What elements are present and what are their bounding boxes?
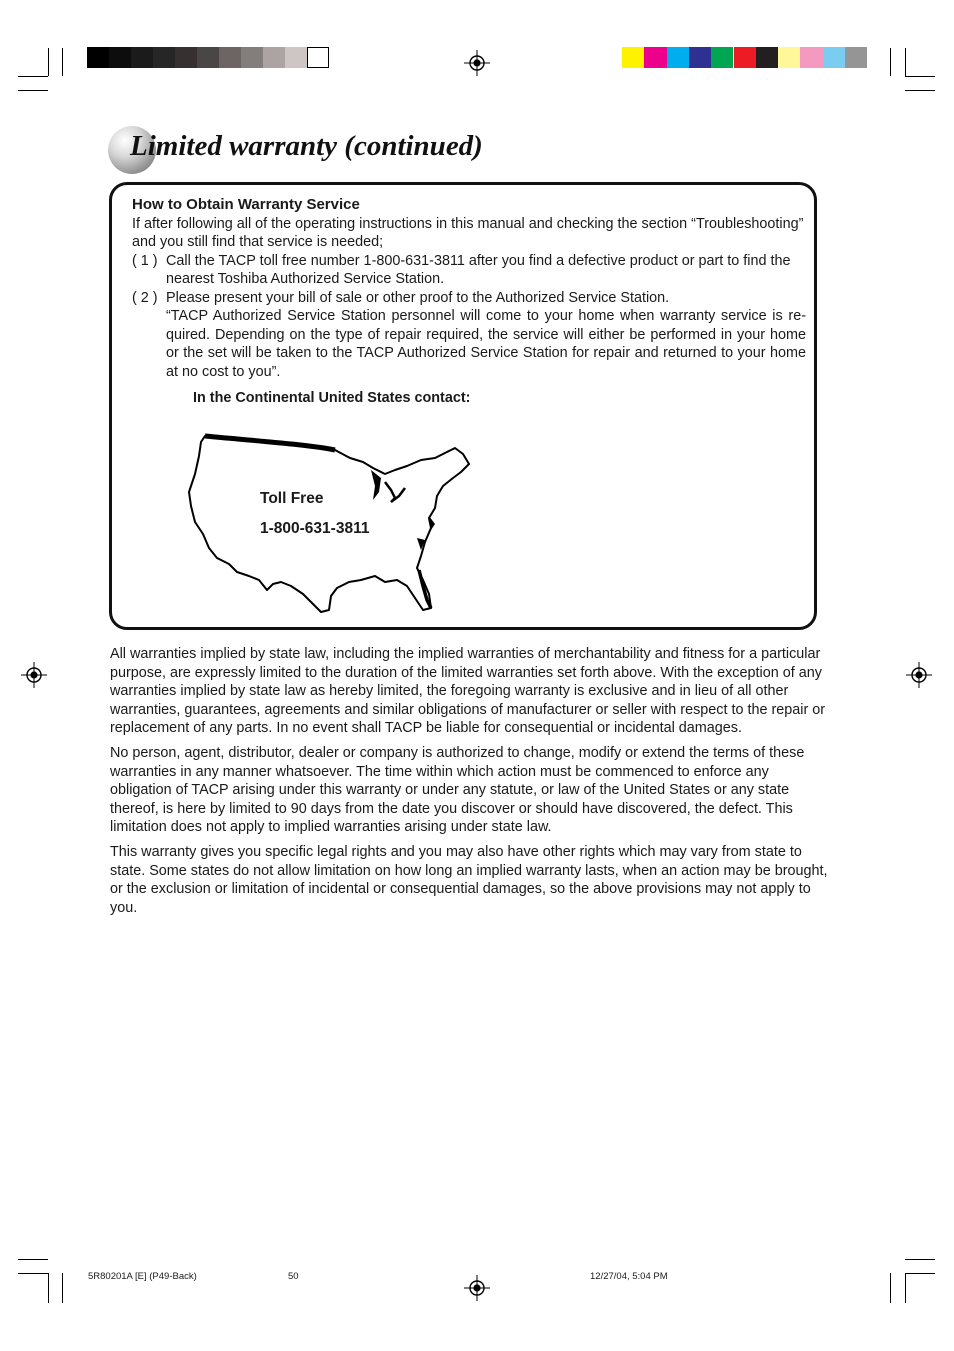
footer-page-number: 50 [288, 1271, 299, 1282]
registration-mark-icon [464, 1275, 490, 1301]
toll-free-label: Toll Free [260, 490, 324, 507]
color-swatch [263, 47, 285, 68]
crop-mark [18, 76, 48, 77]
color-swatch [689, 47, 711, 68]
service-quote: “TACP Authorized Service Station personnel will come to your home when warranty service is re-quired. Depending on the type of repair required, the service will either be performed in your home or the set will be taken to the TACP Authorized Service Station for repair and returned to your home at no cost to you”. [166, 308, 806, 380]
footer-timestamp: 12/27/04, 5:04 PM [590, 1271, 668, 1282]
paragraph-legal-rights: This warranty gives you specific legal rights and you may also have other rights which may vary from state to state. Some states do not allow limitation on how long an implied warranty lasts, when an action may be brought, or the exclusion or limitation of incidental or consequential damages, so the above provisions may not apply to you. [110, 844, 828, 916]
color-swatch [711, 47, 733, 68]
paragraph-authorization: No person, agent, distributor, dealer or company is authorized to change, modify or extend the terms of these warranties in any manner whatsoever. The time within which action must be commenced to enforce any obligation of TACP arising under this warranty or under any statute, or law of the United States or any state thereof, is here by limited to 90 days from the date you discover or should have discovered, the defect. This limitation does not apply to implied warranties arising under state law. [110, 745, 805, 835]
registration-mark-icon [464, 50, 490, 76]
color-swatch [823, 47, 845, 68]
footer-doc-code: 5R80201A [E] (P49-Back) [88, 1271, 197, 1282]
section-heading: How to Obtain Warranty Service [132, 196, 360, 213]
color-swatch [175, 47, 197, 68]
toll-free-number: 1-800-631-3811 [260, 520, 370, 537]
crop-mark [905, 90, 935, 91]
crop-mark [905, 48, 906, 76]
paragraph-implied-warranties: All warranties implied by state law, including the implied warranties of merchantability and fitness for a particular purpose, are expressly limited to the duration of the limited warranties set forth above. With the exception of any warranties implied by state law as hereby limited, the foregoing warranty is exclusive and in lieu of all other warranties, guarantees, agreements and similar obligations of manufacturer or seller with respect to the repair or replacement of any parts. In no event shall TACP be liable for consequential or incidental damages. [110, 646, 826, 736]
color-swatch [197, 47, 219, 68]
registration-mark-icon [906, 662, 932, 688]
contact-heading: In the Continental United States contact: [193, 390, 471, 406]
color-swatch [845, 47, 867, 68]
color-swatch [756, 47, 778, 68]
registration-mark-icon [21, 662, 47, 688]
list-marker: ( 1 ) [132, 253, 158, 269]
color-swatch [644, 47, 666, 68]
crop-mark [905, 1259, 935, 1260]
list-item-text: nearest Toshiba Authorized Service Station. [166, 271, 445, 287]
crop-mark [905, 76, 935, 77]
color-swatch [307, 47, 329, 68]
crop-mark [62, 48, 63, 76]
color-swatch [219, 47, 241, 68]
color-swatch [285, 47, 307, 68]
color-swatch [153, 47, 175, 68]
color-swatch [734, 47, 756, 68]
list-marker: ( 2 ) [132, 290, 158, 306]
crop-mark [18, 1259, 48, 1260]
list-item-text: Call the TACP toll free number 1-800-631-3811 after you find a defective product or part to find the [166, 253, 791, 269]
color-swatch [667, 47, 689, 68]
color-swatch [131, 47, 153, 68]
crop-mark [48, 1273, 49, 1303]
color-swatch [87, 47, 109, 68]
intro-text: If after following all of the operating instructions in this manual and checking the section “Troubleshooting” [132, 216, 804, 232]
intro-text: and you still find that service is needed; [132, 234, 384, 250]
page-title: Limited warranty (continued) [130, 130, 483, 162]
crop-mark [905, 1273, 935, 1274]
crop-mark [62, 1273, 63, 1303]
crop-mark [48, 48, 49, 76]
crop-mark [18, 1273, 48, 1274]
crop-mark [18, 90, 48, 91]
crop-mark [905, 1273, 906, 1303]
crop-mark [890, 48, 891, 76]
color-swatch [800, 47, 822, 68]
color-swatch [778, 47, 800, 68]
color-swatch [241, 47, 263, 68]
color-swatch [622, 47, 644, 68]
crop-mark [890, 1273, 891, 1303]
list-item-text: Please present your bill of sale or other proof to the Authorized Service Station. [166, 290, 670, 306]
color-swatch [109, 47, 131, 68]
